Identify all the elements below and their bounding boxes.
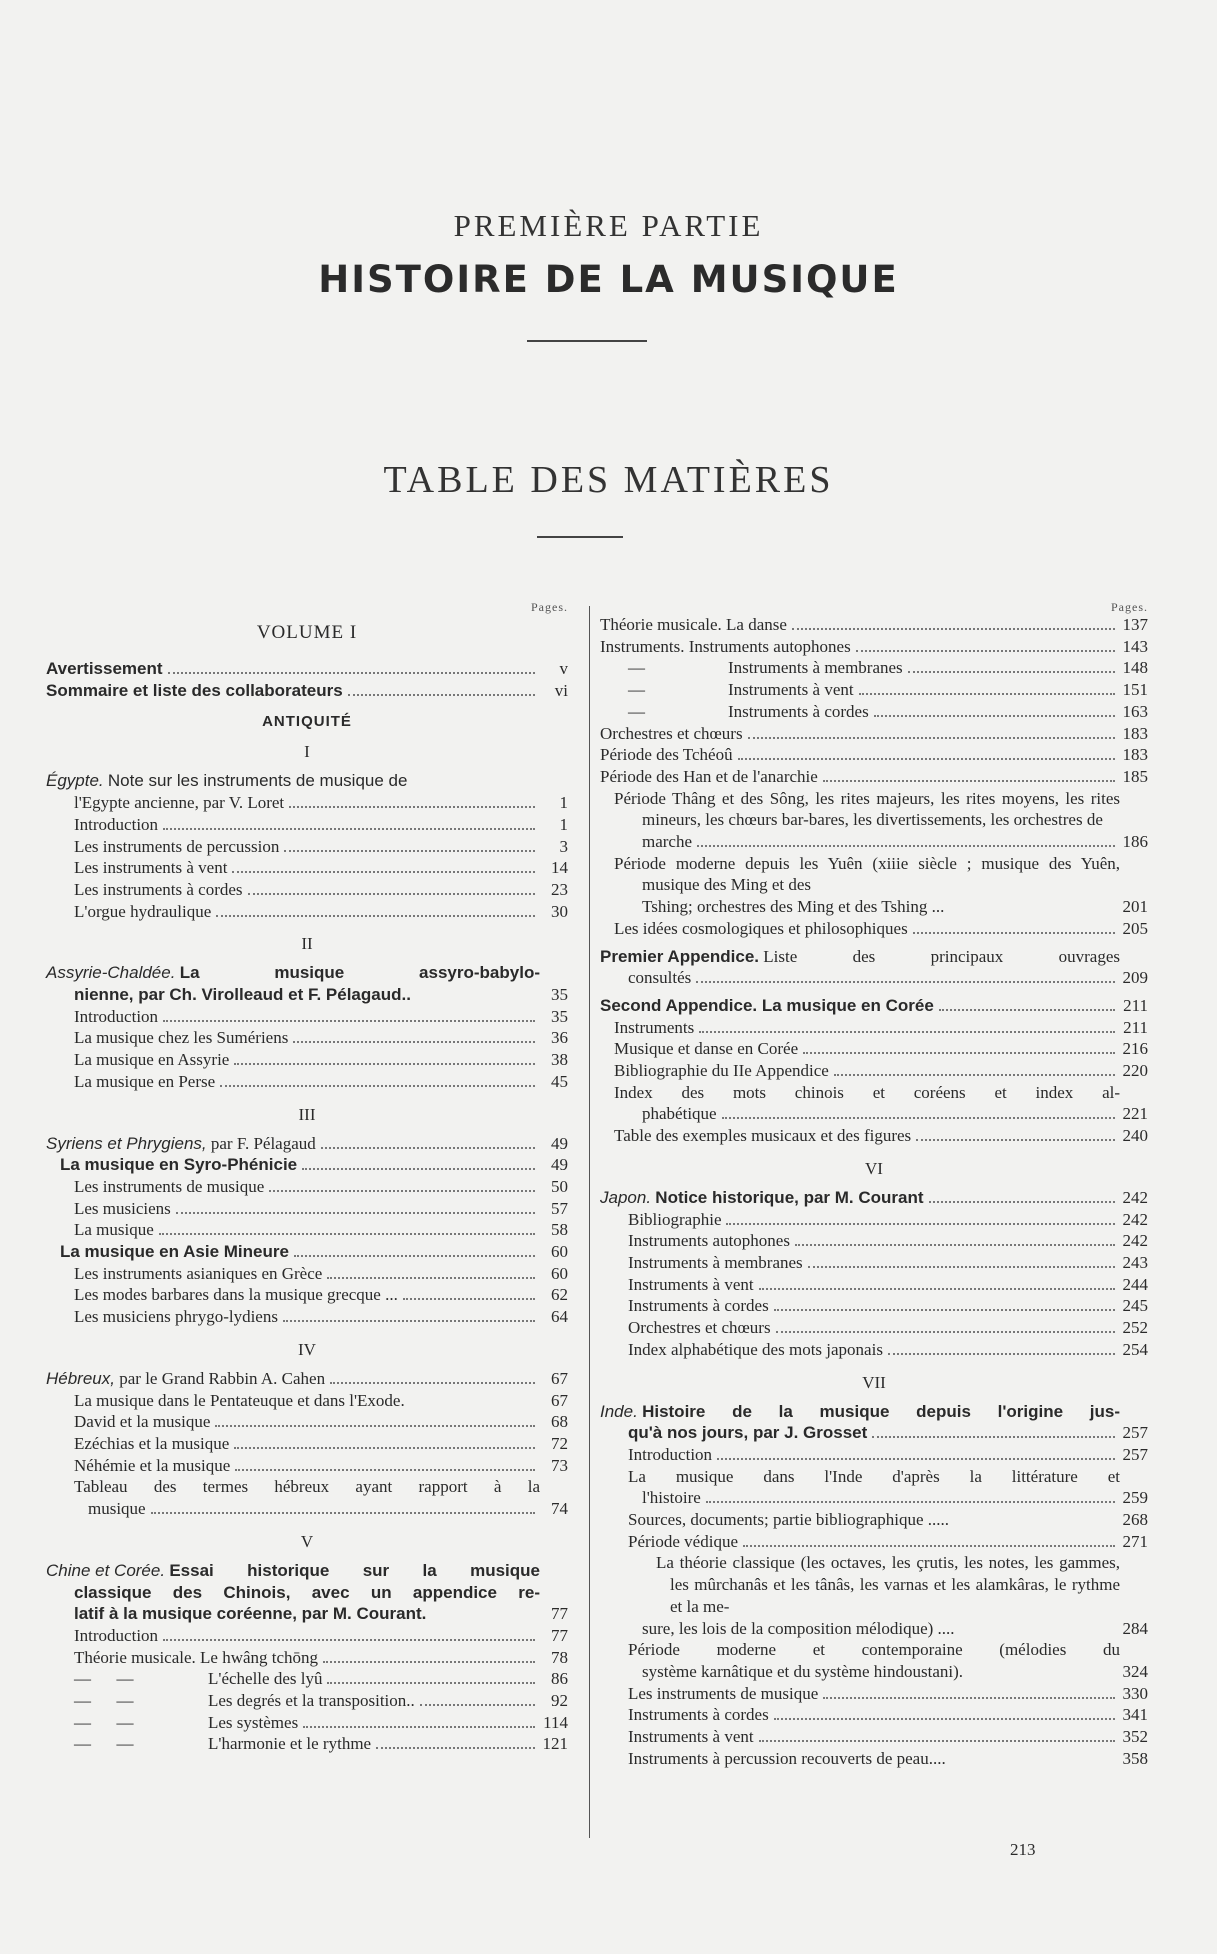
page-number: 183	[1122, 723, 1148, 743]
toc-entry-tableau	[46, 1476, 568, 1519]
entry-title: Instruments à membranes	[628, 1252, 803, 1272]
page-number: 201	[1122, 897, 1148, 917]
page-number: 257	[1122, 1423, 1148, 1443]
toc-entry	[614, 1017, 1148, 1039]
page-number: 77	[551, 1625, 568, 1645]
toc-entry	[74, 1647, 568, 1669]
page-number: 121	[542, 1734, 568, 1754]
page-number: 216	[1122, 1039, 1148, 1059]
entry-title: Orchestres et chœurs	[600, 723, 743, 743]
toc-list	[600, 1683, 1148, 1770]
toc-entry	[74, 1411, 568, 1433]
ditto-dash: —	[628, 680, 645, 700]
entry-title: Sources, documents; partie bibliographique .....	[628, 1510, 950, 1530]
entry-title: Théorie musicale. Le hwâng tchōng	[74, 1647, 319, 1667]
toc-entry	[74, 1027, 568, 1049]
entry-title: Instruments à vent	[628, 1727, 754, 1747]
entry-head: Hébreux,	[46, 1368, 115, 1388]
page-number: 243	[1122, 1252, 1148, 1272]
entry-title: La musique dans le Pentateuque et dans l'Exode.	[74, 1390, 405, 1410]
entry-title: La musique en Assyrie	[74, 1050, 230, 1070]
page-number: 35	[551, 1006, 568, 1026]
page-number: 73	[551, 1455, 568, 1475]
entry-title-cont: système karnâtique et du système hindoustani).	[642, 1661, 964, 1681]
toc-entry	[74, 1433, 568, 1455]
toc-list	[46, 814, 568, 923]
page-number: 86	[551, 1669, 568, 1689]
page-number: 242	[1122, 1187, 1148, 1207]
toc-entry	[600, 723, 1148, 745]
toc-list	[46, 1668, 568, 1755]
entry-title: Essai historique sur la musique	[169, 1560, 540, 1580]
toc-entry	[74, 1049, 568, 1071]
toc-entry	[600, 657, 1148, 679]
entry-title: Les instruments à cordes	[74, 879, 243, 899]
page-number: 1	[559, 814, 568, 834]
volume-title: VOLUME I	[256, 622, 358, 643]
entry-title: Les musiciens phrygo-lydiens	[74, 1307, 278, 1327]
entry-title: Instruments à cordes	[728, 701, 869, 721]
page-number: 77	[551, 1604, 568, 1624]
toc-entry	[74, 1690, 568, 1712]
page-number: 211	[1123, 1017, 1148, 1037]
page-number: 254	[1122, 1339, 1148, 1359]
section-number: III	[298, 1104, 316, 1124]
entry-title: La musique en Perse	[74, 1071, 216, 1091]
entry-title: La musique dans l'Inde d'après la littérature et	[628, 1466, 1120, 1486]
toc-entry	[628, 1252, 1148, 1274]
entry-title: La musique assyro-babylo-	[179, 963, 540, 983]
entry-title-cont: consultés	[628, 968, 692, 988]
page-number: 30	[551, 901, 568, 921]
entry-title: Instruments à vent	[628, 1274, 754, 1294]
toc-entry	[614, 1038, 1148, 1060]
entry-title: Néhémie et la musique	[74, 1455, 231, 1475]
toc-left-column	[46, 600, 568, 1755]
ditto-dash: — —	[74, 1691, 134, 1711]
page-number: 271	[1122, 1531, 1148, 1551]
entry-title: Bibliographie du IIe Appendice	[614, 1061, 829, 1081]
toc-entry	[74, 1712, 568, 1734]
toc-entry	[628, 1509, 1148, 1531]
entry-title: Introduction	[74, 814, 159, 834]
entry-title: Bibliographie	[628, 1209, 722, 1229]
ditto-dash: —	[628, 701, 645, 721]
toc-list	[46, 1390, 568, 1477]
toc-entry-japon	[600, 1187, 1148, 1209]
ditto-dash: —	[628, 658, 645, 678]
entry-title: Les modes barbares dans la musique grecque ...	[74, 1285, 398, 1305]
entry-head: Égypte.	[46, 771, 104, 791]
entry-head: Syriens et Phrygiens,	[46, 1133, 207, 1153]
page-number: 209	[1122, 968, 1148, 988]
ditto-dash: — —	[74, 1712, 134, 1732]
pages-label: Pages.	[1111, 600, 1148, 614]
toc-entry	[600, 679, 1148, 701]
page-number: 252	[1122, 1318, 1148, 1338]
entry-title-cont: nienne, par Ch. Virolleaud et F. Pélagaud..	[74, 985, 411, 1005]
page-number: 341	[1122, 1705, 1148, 1725]
entry-title: Les instruments de percussion	[74, 836, 280, 856]
toc-entry-moderne	[600, 1639, 1148, 1682]
toc-entry	[74, 814, 568, 836]
toc-entry-hebreux	[46, 1368, 568, 1390]
page-number: 186	[1122, 832, 1148, 852]
column-divider	[589, 606, 590, 1838]
toc-entry-index	[600, 1082, 1148, 1125]
page-number: 35	[551, 985, 568, 1005]
entry-title: Instruments à vent	[728, 680, 854, 700]
page-number: 211	[1123, 995, 1148, 1015]
toc-entry	[628, 1339, 1148, 1361]
page-number: 60	[551, 1242, 568, 1262]
page-number: 62	[551, 1285, 568, 1305]
toc-entry	[74, 1625, 568, 1647]
toc-entry	[628, 1531, 1148, 1553]
toc-entry	[74, 1733, 568, 1755]
page-number: 74	[551, 1499, 568, 1519]
page-number: 57	[551, 1198, 568, 1218]
subsection-title: La musique en Asie Mineure	[60, 1242, 289, 1262]
page-number: 242	[1122, 1209, 1148, 1229]
page-number: 1	[559, 793, 568, 813]
page-number: 49	[551, 1155, 568, 1175]
toc-entry-litterature	[600, 1466, 1148, 1509]
entry-title: Table des exemples musicaux et des figures	[614, 1126, 912, 1146]
entry-title: L'harmonie et le rythme	[208, 1734, 372, 1754]
page-number: 67	[551, 1368, 568, 1388]
page-number: 3	[559, 836, 568, 856]
entry-title: Les systèmes	[208, 1712, 299, 1732]
page-folio: 213	[1010, 1840, 1036, 1859]
page-number: 240	[1122, 1126, 1148, 1146]
toc-heading: TABLE DES MATIÈRES	[383, 459, 834, 501]
page-number: 60	[551, 1263, 568, 1283]
page-number: 221	[1122, 1104, 1148, 1124]
toc-entry	[74, 1263, 568, 1285]
entry-title: Période des Han et de l'anarchie	[600, 766, 818, 786]
toc-entry	[600, 766, 1148, 788]
title-rule	[527, 340, 647, 342]
entry-title: Instruments à membranes	[728, 658, 903, 678]
page-number: 148	[1122, 658, 1148, 678]
entry-title-cont: sure, les lois de la composition mélodique) ....	[642, 1618, 955, 1638]
page-number: v	[559, 659, 568, 678]
page-number: 185	[1122, 766, 1148, 786]
toc-entry-inde	[600, 1401, 1148, 1444]
entry-title: Introduction	[628, 1444, 713, 1464]
entry-head: Japon.	[600, 1187, 652, 1207]
toc-list	[46, 1176, 568, 1241]
entry-title-cont: phabétique	[642, 1104, 717, 1124]
entry-title: Les instruments de musique	[628, 1683, 819, 1703]
appendix-2-title: Second Appendice. La musique en Corée	[600, 995, 934, 1015]
toc-entry	[628, 1209, 1148, 1231]
page-number: 330	[1122, 1683, 1148, 1703]
page-number: 220	[1122, 1061, 1148, 1081]
toc-entry	[628, 1274, 1148, 1296]
entry-title: Musique et danse en Corée	[614, 1039, 799, 1059]
front-matter	[46, 658, 568, 701]
page-number: 67	[551, 1390, 568, 1410]
toc-list	[46, 1625, 568, 1668]
toc-entry	[74, 879, 568, 901]
entry-title: La musique	[74, 1220, 154, 1240]
entry-title: Tableau des termes hébreux ayant rapport à la	[74, 1477, 540, 1497]
page-number: 49	[551, 1133, 568, 1153]
page-number: 114	[543, 1712, 568, 1732]
entry-title: par F. Pélagaud	[210, 1133, 316, 1153]
toc-entry	[600, 701, 1148, 723]
page-number: 242	[1122, 1231, 1148, 1251]
section-number: IV	[298, 1339, 316, 1359]
toc-entry	[74, 1219, 568, 1241]
entry-title: Période védique	[628, 1531, 738, 1551]
entry-title: Période des Tchéoû	[600, 745, 733, 765]
ditto-dash: — —	[74, 1734, 134, 1754]
toc-entry-song	[600, 788, 1148, 853]
entry-title-cont: l'Egypte ancienne, par V. Loret	[74, 793, 285, 813]
section-number: VI	[865, 1158, 883, 1178]
toc-entry	[628, 1683, 1148, 1705]
entry-title-cont: latif à la musique coréenne, par M. Courant.	[74, 1604, 427, 1624]
entry-title: La musique chez les Sumériens	[74, 1028, 289, 1048]
toc-entry-syriens	[46, 1133, 568, 1176]
subsection-title: La musique en Syro-Phénicie	[60, 1155, 298, 1175]
entry-title: Instruments à cordes	[628, 1296, 769, 1316]
page-number: 324	[1122, 1661, 1148, 1681]
toc-entry-yuen	[600, 853, 1148, 918]
toc-entry	[74, 1390, 568, 1412]
entry-title: par le Grand Rabbin A. Cahen	[119, 1368, 326, 1388]
part-title: HISTOIRE DE LA MUSIQUE	[318, 258, 899, 301]
entry-title: L'échelle des lyû	[208, 1669, 323, 1689]
entry-title: Les degrés et la transposition..	[208, 1691, 415, 1711]
toc-entry-assyrie	[46, 962, 568, 1005]
entry-title: Période moderne et contemporaine (mélodies du	[628, 1640, 1120, 1660]
toc-entry	[628, 1748, 1148, 1770]
page-number: 358	[1122, 1748, 1148, 1768]
toc-entry	[628, 1726, 1148, 1748]
entry-title: Les instruments à vent	[74, 858, 228, 878]
ditto-dash: — —	[74, 1669, 134, 1689]
entry-title: Notice historique, par M. Courant	[655, 1187, 924, 1207]
entry-title: Introduction	[74, 1625, 159, 1645]
page-number: 58	[551, 1220, 568, 1240]
page-number: 352	[1122, 1727, 1148, 1747]
entry-head: Premier Appendice.	[600, 946, 760, 966]
entry-title: David et la musique	[74, 1412, 211, 1432]
section-number: V	[300, 1531, 314, 1551]
toc-entry	[74, 1006, 568, 1028]
section-number: I	[304, 742, 310, 762]
page-number: 268	[1122, 1510, 1148, 1530]
entry-title: Période moderne depuis les Yuên (xiiie siècle ; musique des Yuên, musique des Ming et des	[614, 853, 1120, 895]
toc-entry	[74, 857, 568, 879]
toc-entry	[74, 1176, 568, 1198]
toc-list	[600, 1209, 1148, 1361]
page-number: 45	[551, 1071, 568, 1091]
page-number: 245	[1122, 1296, 1148, 1316]
entry-title: Les musiciens	[74, 1198, 171, 1218]
entry-title: Liste des principaux ouvrages	[763, 946, 1120, 966]
entry-head: Assyrie-Chaldée.	[46, 963, 176, 983]
entry-title-cont: l'histoire	[642, 1488, 701, 1508]
entry-title: Les instruments de musique	[74, 1176, 265, 1196]
entry-title: Avertissement	[46, 659, 163, 678]
toc-entry	[74, 1284, 568, 1306]
toc-entry	[74, 836, 568, 858]
toc-entry-egypte	[46, 770, 568, 813]
toc-rule	[537, 536, 623, 538]
toc-entry	[46, 658, 568, 680]
pages-label: Pages.	[531, 600, 568, 614]
entry-title: Introduction	[74, 1006, 159, 1026]
page-number: 257	[1122, 1444, 1148, 1464]
entry-title: Théorie musicale. La danse	[600, 615, 787, 634]
toc-entry	[74, 1071, 568, 1093]
page-number: 143	[1122, 636, 1148, 656]
toc-entry-appendix-1	[600, 946, 1148, 989]
toc-entry	[600, 744, 1148, 766]
page-number: 23	[551, 879, 568, 899]
toc-entry	[74, 1668, 568, 1690]
toc-entry	[74, 901, 568, 923]
page-number: 205	[1122, 918, 1148, 938]
entry-title-cont: marche	[642, 832, 693, 852]
toc-entry	[628, 1295, 1148, 1317]
entry-title: Index alphabétique des mots japonais	[628, 1339, 883, 1359]
entry-title-cont: Tshing; orchestres des Ming et des Tshing ...	[642, 897, 945, 917]
section-number: VII	[862, 1372, 886, 1392]
entry-title: Sommaire et liste des collaborateurs	[46, 680, 343, 700]
toc-right-column	[600, 600, 1148, 1769]
toc-entry	[628, 1317, 1148, 1339]
toc-entry	[74, 1306, 568, 1328]
entry-title: Instruments	[614, 1017, 695, 1037]
entry-title: Instruments. Instruments autophones	[600, 636, 851, 656]
entry-title: Les idées cosmologiques et philosophiques	[614, 918, 908, 938]
page-number: 183	[1122, 745, 1148, 765]
entry-title: L'orgue hydraulique	[74, 901, 212, 921]
toc-entry	[628, 1230, 1148, 1252]
page-number: 78	[551, 1647, 568, 1667]
page-number: 92	[551, 1691, 568, 1711]
toc-entry	[628, 1704, 1148, 1726]
page-number: 68	[551, 1412, 568, 1432]
toc-list	[46, 1263, 568, 1328]
page-number: 137	[1122, 615, 1148, 634]
entry-title: Ezéchias et la musique	[74, 1433, 230, 1453]
toc-entry	[600, 636, 1148, 658]
toc-entry-chine	[46, 1560, 568, 1625]
page-number: 72	[551, 1433, 568, 1453]
entry-head: Inde.	[600, 1401, 638, 1421]
page-number: 284	[1122, 1618, 1148, 1638]
entry-title: Orchestres et chœurs	[628, 1318, 771, 1338]
entry-title: Période Thâng et des Sông, les rites majeurs, les rites moyens, les rites mineurs, les chœurs bar-bares, les divertissements, les orchestres de	[614, 788, 1120, 830]
entry-title: Histoire de la musique depuis l'origine jus-	[642, 1401, 1120, 1421]
page-number: 151	[1122, 680, 1148, 700]
page-number: 64	[551, 1307, 568, 1327]
toc-entry	[614, 1060, 1148, 1082]
toc-entry-theorie	[600, 1552, 1148, 1639]
entry-title: Index des mots chinois et coréens et index al-	[614, 1082, 1120, 1102]
toc-list	[600, 1017, 1148, 1082]
toc-list	[600, 1509, 1148, 1552]
entry-title-cont: qu'à nos jours, par J. Grosset	[628, 1423, 868, 1443]
toc-entry	[74, 1198, 568, 1220]
page-number: vi	[554, 680, 568, 700]
toc-entry	[600, 614, 1148, 636]
toc-entry	[46, 680, 568, 702]
toc-list	[600, 614, 1148, 788]
entry-title-cont: classique des Chinois, avec un appendice re-	[74, 1582, 540, 1602]
page-number: 50	[551, 1176, 568, 1196]
entry-title: Note sur les instruments de musique de	[107, 771, 408, 791]
era-heading: ANTIQUITÉ	[262, 713, 352, 731]
entry-title: La théorie classique (les octaves, les çrutis, les notes, les gammes, les mûrchanâs et les tânâs, les varnas et les alamkâras, le rythme et la me-	[656, 1553, 1120, 1616]
toc-list	[46, 1006, 568, 1093]
entry-title: Instruments à percussion recouverts de peau....	[628, 1748, 946, 1768]
toc-entry	[74, 1455, 568, 1477]
section-number: II	[301, 934, 313, 954]
page-number: 38	[551, 1050, 568, 1070]
entry-title: Les instruments asianiques en Grèce	[74, 1263, 323, 1283]
page-number: 259	[1122, 1488, 1148, 1508]
page-number: 36	[551, 1028, 568, 1048]
page-number: 163	[1122, 701, 1148, 721]
page-number: 244	[1122, 1274, 1148, 1294]
part-heading: PREMIÈRE PARTIE	[453, 208, 764, 243]
entry-head: Chine et Corée.	[46, 1560, 166, 1580]
page-number: 14	[551, 858, 568, 878]
entry-title: Instruments à cordes	[628, 1705, 769, 1725]
entry-title-cont: musique	[88, 1499, 146, 1519]
entry-title: Instruments autophones	[628, 1231, 790, 1251]
